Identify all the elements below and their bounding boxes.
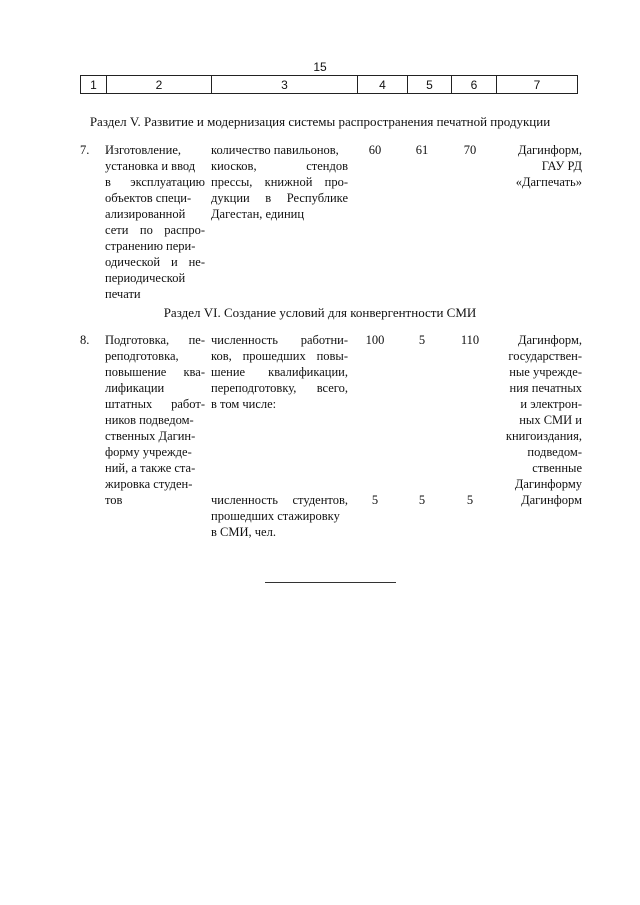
indicator-line: дукции в Республике (211, 191, 348, 205)
indicator-text (211, 492, 348, 540)
indicator-line: численность работни- (211, 333, 348, 347)
value-column-6: 70 (463, 143, 477, 157)
measure-name-line: Подготовка, пе- (105, 333, 205, 347)
measure-name-line: одической и не- (105, 255, 205, 269)
measure-name-line: форму учрежде- (105, 445, 192, 459)
responsible-line: Дагинформ (521, 493, 582, 507)
responsible-line: ные учрежде- (509, 365, 582, 379)
section-6-title: Раздел VI. Создание условий для конвергентности СМИ (163, 305, 477, 320)
table-row-7 (80, 142, 582, 301)
column-number-4: 4 (358, 76, 408, 94)
responsible-line: и электрон- (520, 397, 582, 411)
indicator-line: прессы, книжной про- (211, 175, 348, 189)
indicator-text (211, 332, 348, 412)
page-number: 15 (313, 60, 327, 74)
section-5-title: Раздел V. Развитие и модернизация системы распространения печатной продукции (89, 114, 551, 129)
indicator-line: прошедших стажировку (211, 509, 340, 523)
row-number: 8. (80, 333, 90, 347)
measure-name-line: объектов специ- (105, 191, 192, 205)
responsible-executor (490, 332, 582, 492)
measure-name-line: реподготовка, (105, 349, 179, 363)
measure-name-line: периодической (105, 271, 186, 285)
responsible-line: государствен- (508, 349, 582, 363)
indicator-line: ков, прошедших повы- (211, 349, 348, 363)
column-number-1: 1 (81, 76, 107, 94)
responsible-line: Дагинформу (514, 477, 582, 491)
measure-name-line: печати (105, 287, 141, 301)
indicator-line: численность студентов, (211, 493, 348, 507)
measure-name-line: повышение ква- (105, 365, 205, 379)
measure-name-line: ников подведом- (105, 413, 194, 427)
measure-name-line: жировка студен- (105, 477, 193, 491)
measure-name-line: тов (105, 493, 123, 507)
measure-name-line: в эксплуатацию (105, 175, 205, 189)
indicator-line: в СМИ, чел. (211, 525, 276, 539)
measure-name (105, 332, 205, 508)
column-number-7: 7 (497, 76, 578, 94)
measure-name-line: ственных Дагин- (105, 429, 196, 443)
responsible-executor (490, 142, 582, 190)
value-column-5: 61 (415, 143, 429, 157)
measure-name-line: странению пери- (105, 239, 196, 253)
responsible-executor (490, 492, 582, 508)
measure-name-line: штатных работ- (105, 397, 205, 411)
indicator-line: в том числе: (211, 397, 277, 411)
measure-name-line: ализированной (105, 207, 186, 221)
indicator-line: шение квалификации, (211, 365, 348, 379)
responsible-line: ных СМИ и (519, 413, 582, 427)
measure-name-line: установка и ввод (105, 159, 196, 173)
value-column-6: 5 (466, 493, 474, 507)
indicator-line: киосков, стендов (211, 159, 348, 173)
indicator-text (211, 142, 348, 222)
column-number-2: 2 (107, 76, 212, 94)
measure-name-line: Изготовление, (105, 143, 181, 157)
column-number-3: 3 (212, 76, 358, 94)
responsible-line: ния печатных (509, 381, 582, 395)
responsible-line: «Дагпечать» (515, 175, 582, 189)
table-subrow-8 (80, 492, 580, 542)
value-column-4: 5 (371, 493, 379, 507)
column-number-5: 5 (408, 76, 452, 94)
measure-name (105, 142, 205, 302)
value-column-5: 5 (418, 333, 426, 347)
value-column-6: 110 (460, 333, 480, 347)
measure-name-line: лификации (105, 381, 165, 395)
responsible-line: ственные (532, 461, 582, 475)
value-column-5: 5 (418, 493, 426, 507)
indicator-line: Дагестан, единиц (211, 207, 305, 221)
indicator-line: количество павильонов, (211, 143, 339, 157)
measure-name-line: ний, а также ста- (105, 461, 196, 475)
responsible-line: Дагинформ, (517, 143, 582, 157)
row-number: 7. (80, 143, 90, 157)
column-number-6: 6 (452, 76, 497, 94)
value-column-4: 100 (365, 333, 385, 347)
indicator-line: переподготовку, всего, (211, 381, 348, 395)
value-column-4: 60 (368, 143, 382, 157)
responsible-line: ГАУ РД (541, 159, 582, 173)
column-numbers-header (80, 75, 578, 94)
measure-name-line: сети по распро- (105, 223, 205, 237)
responsible-line: подведом- (527, 445, 582, 459)
responsible-line: книгоиздания, (505, 429, 582, 443)
footer-divider (265, 582, 396, 583)
responsible-line: Дагинформ, (517, 333, 582, 347)
